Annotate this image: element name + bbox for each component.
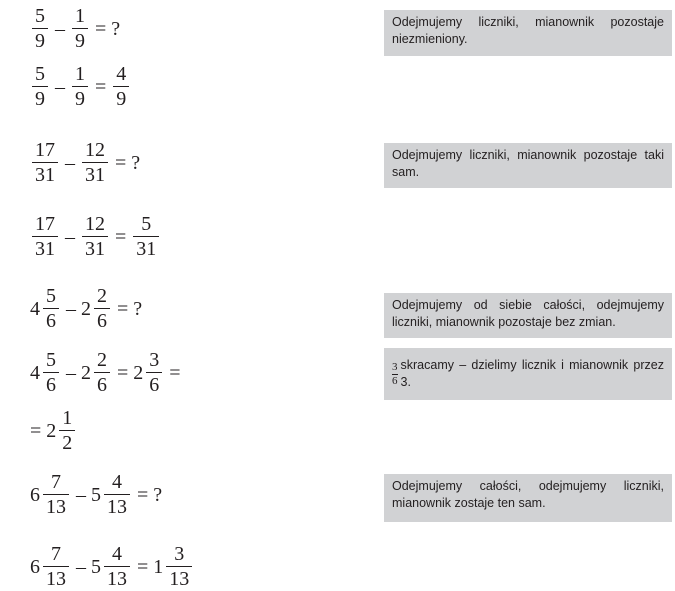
- fraction: $\frac{4}{9}$: [113, 64, 129, 109]
- ex1-note: Odejmujemy liczniki, mianownik pozostaje niezmieniony.: [384, 10, 672, 56]
- fraction: 3 6: [392, 360, 398, 387]
- fraction: $\frac{4}{13}$: [104, 472, 130, 517]
- fraction: $\frac{1}{9}$: [72, 64, 88, 109]
- ex3-answer: 4 $\frac{5}{6}$ – 2 $\frac{2}{6}$ = 2 $\frac{3}{6}$ =: [30, 349, 181, 396]
- ex4-answer: 6 $\frac{7}{13}$ – 5 $\frac{4}{13}$ = 1 $\frac{3}{13}$: [30, 544, 194, 589]
- fraction: $\frac{5}{6}$: [43, 350, 59, 395]
- fraction: $\frac{5}{31}$: [133, 214, 159, 259]
- fraction: $\frac{7}{13}$: [43, 544, 69, 589]
- fraction: $\frac{4}{13}$: [104, 544, 130, 589]
- fraction: $\frac{5}{9}$: [32, 64, 48, 109]
- fraction: $\frac{1}{9}$: [72, 6, 88, 51]
- fraction: $\frac{1}{2}$: [59, 408, 75, 453]
- fraction: $\frac{17}{31}$: [32, 140, 58, 185]
- ex1-question: $\frac{5}{9}$ – $\frac{1}{9}$ = ?: [30, 6, 120, 51]
- ex3-note2: 3 6 skracamy – dzielimy licznik i mianownik przez 3.: [384, 348, 672, 400]
- fraction: $\frac{12}{31}$: [82, 214, 108, 259]
- ex4-question: 6 $\frac{7}{13}$ – 5 $\frac{4}{13}$ = ?: [30, 471, 163, 518]
- fraction: $\frac{7}{13}$: [43, 472, 69, 517]
- ex3-simplified: = 2 $\frac{1}{2}$: [30, 408, 77, 453]
- fraction: $\frac{2}{6}$: [94, 286, 110, 331]
- fraction: $\frac{5}{6}$: [43, 286, 59, 331]
- fraction: $\frac{3}{13}$: [166, 544, 192, 589]
- ex2-question: $\frac{17}{31}$ – $\frac{12}{31}$ = ?: [30, 140, 140, 185]
- ex4-note: Odejmujemy całości, odejmujemy liczniki, mianownik zostaje ten sam.: [384, 474, 672, 522]
- ex3-question: 4 $\frac{5}{6}$ – 2 $\frac{2}{6}$ = ?: [30, 285, 143, 332]
- fraction: $\frac{3}{6}$: [146, 350, 162, 395]
- ex2-answer: $\frac{17}{31}$ – $\frac{12}{31}$ = $\frac{5}{31}$: [30, 214, 161, 259]
- fraction: $\frac{17}{31}$: [32, 214, 58, 259]
- fraction: $\frac{5}{9}$: [32, 6, 48, 51]
- fraction: $\frac{2}{6}$: [94, 350, 110, 395]
- ex2-note: Odejmujemy liczniki, mianownik pozostaje taki sam.: [384, 143, 672, 188]
- fraction: $\frac{12}{31}$: [82, 140, 108, 185]
- ex1-answer: $\frac{5}{9}$ – $\frac{1}{9}$ = $\frac{4}{9}$: [30, 64, 131, 109]
- ex3-note: Odejmujemy od siebie całości, odejmujemy liczniki, mianownik pozostaje bez zmian.: [384, 293, 672, 338]
